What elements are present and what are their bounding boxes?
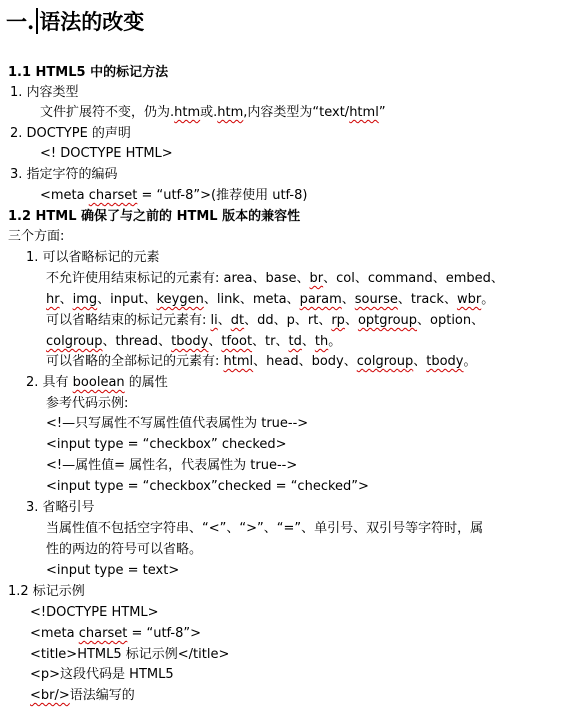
line-text: 、input、 (97, 292, 157, 307)
line-text: <title>HTML5 标记示例</title> (30, 647, 230, 662)
line-text: 或. (200, 105, 218, 120)
line-text: 、 (301, 334, 315, 349)
line-text: 1.2 标记示例 (8, 584, 85, 599)
text-line (46, 290, 494, 310)
line-text: 当属性值不包括空字符串、“<”、“>”、“=”、单引号、双引号等字符时，属 (46, 521, 484, 536)
spellcheck-flagged-word: boolean (72, 375, 125, 390)
text-line (8, 582, 85, 602)
spellcheck-flagged-word: htm (174, 105, 201, 120)
spellcheck-flagged-word: td (288, 334, 302, 349)
line-text: <!—属性值= 属性名，代表属性为 true--> (46, 458, 298, 473)
line-text: 3. 省略引号 (26, 500, 95, 515)
line-text: 、link、meta、 (203, 292, 300, 307)
spellcheck-flagged-word: wbr (456, 292, 482, 307)
line-text: 2. DOCTYPE 的声明 (10, 126, 131, 141)
text-line (30, 603, 159, 623)
spellcheck-flagged-word: tfoot (221, 334, 253, 349)
line-text: 参考代码示例: (46, 396, 129, 411)
text-line (40, 103, 386, 123)
line-text: 3. 指定字符的编码 (10, 167, 118, 182)
line-text: 1. 内容类型 (10, 85, 79, 100)
line-text: 可以省略的全部标记的元素有: (46, 354, 224, 369)
text-line (26, 248, 160, 268)
spellcheck-flagged-word: tbody (171, 334, 209, 349)
line-text: <input type = “checkbox” checked> (46, 437, 287, 452)
text-line (46, 456, 297, 476)
spellcheck-flagged-word: param (299, 292, 342, 307)
line-text: 1.2 HTML 确保了与之前的 HTML 版本的兼容性 (8, 209, 301, 224)
line-text: <! DOCTYPE HTML> (40, 146, 173, 161)
line-text: 、dd、p、rt、 (244, 313, 332, 328)
text-line (8, 63, 168, 83)
spellcheck-flagged-word: br (309, 271, 324, 286)
line-text: 文件扩展符不变，仍为. (40, 105, 175, 120)
line-text: 。 (328, 334, 342, 349)
line-text: = “utf-8”> (127, 626, 202, 641)
line-text: <!—只写属性不写属性值代表属性为 true--> (46, 416, 309, 431)
line-text: <!DOCTYPE HTML> (30, 605, 159, 620)
text-line (26, 498, 95, 518)
line-text: 、thread、 (102, 334, 172, 349)
spellcheck-flagged-word: rp (331, 313, 345, 328)
heading-title: 语法的改变 (39, 9, 145, 34)
spellcheck-flagged-word: dt (230, 313, 245, 328)
text-line (46, 414, 308, 434)
line-text: 不允许使用结束标记的元素有: area、base、 (46, 271, 310, 286)
section-heading (6, 6, 144, 38)
line-text: 、option、 (417, 313, 485, 328)
text-line (30, 624, 201, 644)
spellcheck-flagged-word: <br/> (30, 688, 70, 703)
text-line (26, 373, 168, 393)
spellcheck-flagged-word: colgroup (356, 354, 414, 369)
line-text: 性的两边的符号可以省略。 (46, 542, 203, 557)
spellcheck-flagged-word: keygen (156, 292, 204, 307)
line-text: 、 (344, 313, 358, 328)
text-line (8, 227, 64, 247)
text-line (46, 394, 128, 414)
text-line (46, 311, 484, 331)
line-text: 。 (463, 354, 477, 369)
text-line (30, 686, 135, 706)
line-text: 可以省略结束的标记元素有: (46, 313, 211, 328)
line-text: <meta (30, 626, 79, 641)
text-line (46, 519, 483, 539)
text-line (30, 665, 174, 685)
line-text: 的属性 (124, 375, 168, 390)
line-text: 、 (341, 292, 355, 307)
line-text: 1.1 HTML5 中的标记方法 (8, 65, 169, 80)
line-text: 三个方面: (8, 229, 65, 244)
line-text: ” (378, 105, 386, 120)
spellcheck-flagged-word: html (223, 354, 254, 369)
spellcheck-flagged-word: charset (88, 188, 138, 203)
line-text: = “utf-8”>(推荐使用 utf-8) (137, 188, 308, 203)
text-line (46, 352, 477, 372)
heading-number: 一. (6, 9, 35, 34)
text-line (10, 124, 131, 144)
spellcheck-flagged-word: colgroup (46, 334, 103, 349)
line-text: <input type = “checkbox”checked = “checked”> (46, 479, 369, 494)
text-line (40, 144, 173, 164)
spellcheck-flagged-word: li (210, 313, 218, 328)
spellcheck-flagged-word: htm (217, 105, 244, 120)
line-text: 、 (59, 292, 73, 307)
line-text: 、track、 (397, 292, 457, 307)
line-text: 、 (413, 354, 427, 369)
spellcheck-flagged-word: charset (78, 626, 128, 641)
line-text: 语法编写的 (69, 688, 135, 703)
text-cursor (36, 8, 38, 34)
text-line (46, 477, 369, 497)
line-text: <p>这段代码是 HTML5 (30, 667, 174, 682)
line-text: 、tr、 (252, 334, 289, 349)
line-text: 、 (208, 334, 222, 349)
text-line (46, 540, 202, 560)
line-text: 、head、body、 (253, 354, 357, 369)
spellcheck-flagged-word: th (314, 334, 329, 349)
spellcheck-flagged-word: tbody (426, 354, 464, 369)
line-text: <input type = text> (46, 563, 180, 578)
line-text: 1. 可以省略标记的元素 (26, 250, 160, 265)
line-text: <meta (40, 188, 89, 203)
line-text: 2. 具有 (26, 375, 73, 390)
spellcheck-flagged-word: html (349, 105, 379, 120)
text-line (46, 435, 287, 455)
text-line (46, 561, 179, 581)
text-line (40, 186, 307, 206)
line-text: 。 (481, 292, 495, 307)
spellcheck-flagged-word: img (72, 292, 98, 307)
spellcheck-flagged-word: sourse (354, 292, 398, 307)
text-line (46, 332, 341, 352)
line-text: 、 (217, 313, 231, 328)
spellcheck-flagged-word: optgroup (357, 313, 418, 328)
text-line (10, 165, 118, 185)
spellcheck-flagged-word: hr (46, 292, 60, 307)
text-line (30, 645, 229, 665)
text-line (46, 269, 504, 289)
line-text: ,内容类型为“text/ (243, 105, 350, 120)
line-text: 、col、command、embed、 (323, 271, 504, 286)
text-line (8, 207, 300, 227)
text-line (10, 83, 79, 103)
